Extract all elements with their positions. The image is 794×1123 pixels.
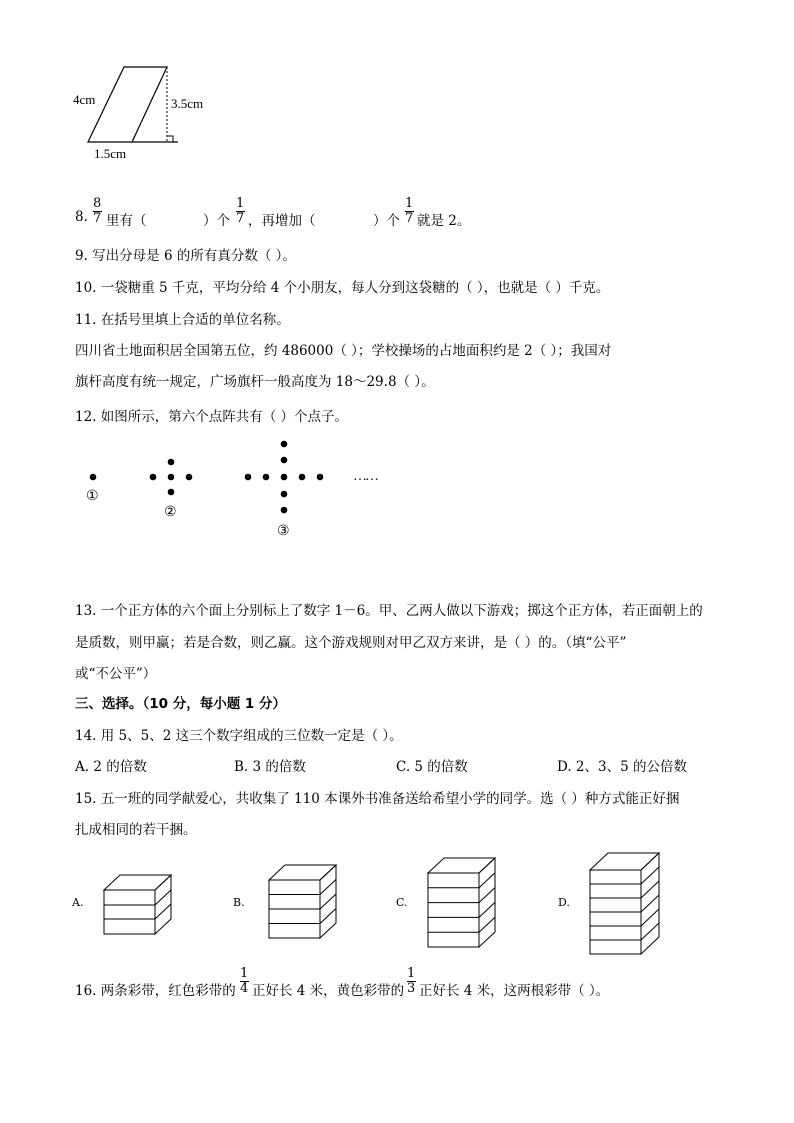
- question-14: 14. 用 5、5、2 这三个数字组成的三位数一定是（ ）。: [75, 728, 403, 744]
- q8-fraction-1-7-b: 1 7: [405, 196, 414, 226]
- q14-option-a: A. 2 的倍数: [75, 759, 147, 775]
- dot-pattern-3: [245, 441, 324, 514]
- right-angle-mark: [167, 136, 173, 142]
- q15-option-a: A.: [72, 896, 84, 909]
- q14-option-c: C. 5 的倍数: [396, 759, 468, 775]
- label-circled-1: ①: [86, 489, 99, 504]
- parallelogram-figure: [60, 55, 230, 165]
- ellipsis: ……: [353, 469, 377, 484]
- label-1-5cm: 1.5cm: [94, 146, 127, 161]
- book-stack-c: [424, 853, 499, 951]
- question-15-line2: 扎成相同的若干捆。: [75, 822, 197, 838]
- question-11-line1: 四川省土地面积居全国第五位，约 486000（ ）；学校操场的占地面积约是 2（ ）；我国对: [75, 343, 612, 359]
- label-4cm: 4cm: [73, 92, 96, 107]
- question-15-line1: 15. 五一班的同学献爱心，共收集了 110 本课外书准备送给希望小学的同学。选（ ）种方式能正好捆: [75, 791, 680, 807]
- q8-fraction-1-7-a: 1 7: [236, 196, 245, 226]
- q16-fraction-1-3: 1 3: [407, 966, 416, 996]
- book-stack-d: [586, 848, 666, 958]
- question-11-line2: 旗杆高度有统一规定，广场旗杆一般高度为 18～29.8（ ）。: [75, 374, 435, 390]
- question-10: 10. 一袋糖重 5 千克，平均分给 4 个小朋友，每人分到这袋糖的（ ），也就是（ ）千克。: [75, 280, 610, 296]
- question-13-line2: 是质数，则甲赢；若是合数，则乙赢。这个游戏规则对甲乙双方来讲，是（ ）的。（填“公平”: [75, 635, 627, 651]
- question-13-line3: 或“不公平”）: [75, 666, 157, 682]
- question-13-line1: 13. 一个正方体的六个面上分别标上了数字 1－6。甲、乙两人做以下游戏；掷这个正方体，若正面朝上的: [75, 603, 703, 619]
- q8-number: 8.: [75, 209, 88, 225]
- label-3-5cm: 3.5cm: [171, 96, 204, 111]
- book-stack-a: [100, 870, 175, 938]
- q15-option-d: D.: [558, 896, 570, 909]
- q15-option-b: B.: [233, 896, 245, 909]
- question-11-title: 11. 在括号里填上合适的单位名称。: [75, 312, 290, 328]
- section-3-heading: 三、选择。（10 分，每小题 1 分）: [75, 696, 287, 712]
- dot: [90, 474, 97, 481]
- label-circled-2: ②: [164, 505, 177, 520]
- q14-option-b: B. 3 的倍数: [234, 759, 306, 775]
- q8-fraction-8-7: 8 7: [93, 196, 102, 226]
- question-12: 12. 如图所示，第六个点阵共有（ ）个点子。: [75, 409, 349, 425]
- question-9: 9. 写出分母是 6 的所有真分数（ ）。: [75, 248, 296, 264]
- parallelogram-shape: [88, 67, 167, 142]
- q15-option-c: C.: [396, 896, 408, 909]
- dot-pattern-2: [150, 459, 193, 496]
- book-stack-b: [265, 860, 340, 942]
- dot-array-figure: [70, 430, 430, 545]
- label-circled-3: ③: [277, 524, 290, 539]
- q14-option-d: D. 2、3、5 的公倍数: [557, 759, 687, 775]
- q16-fraction-1-4: 1 4: [240, 966, 249, 996]
